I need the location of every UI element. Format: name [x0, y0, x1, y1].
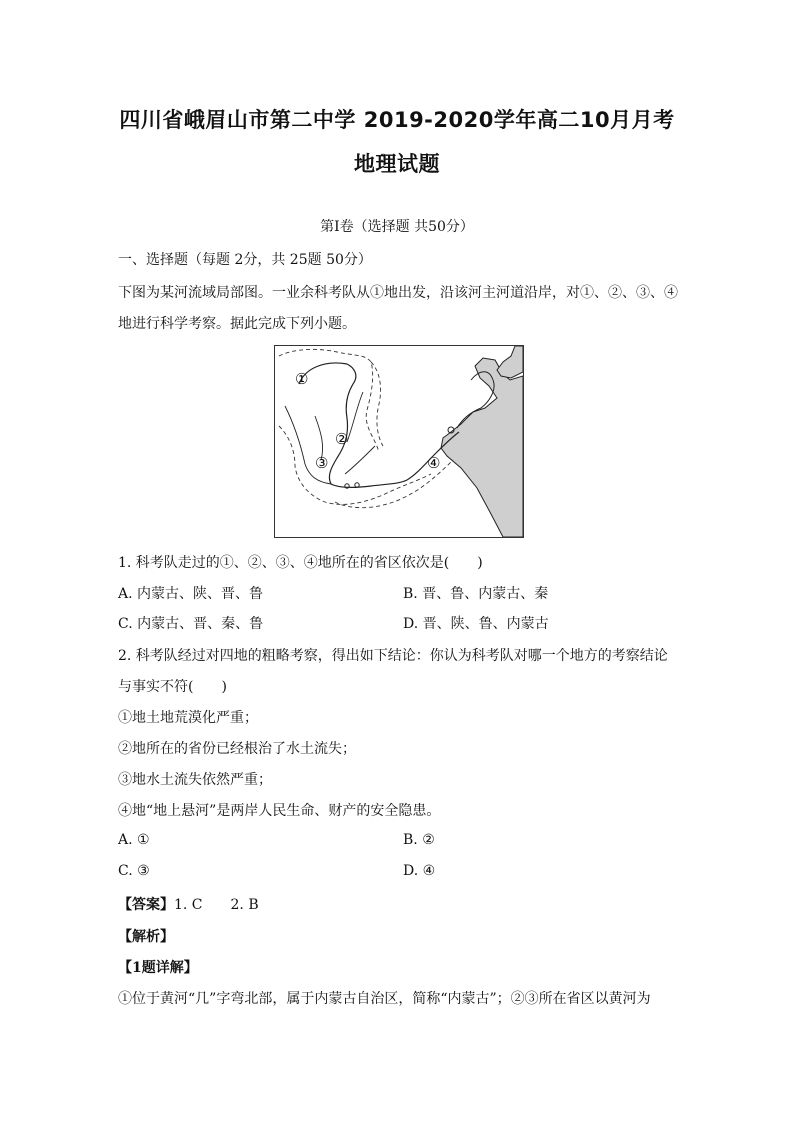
river-basin-map [274, 345, 524, 538]
map-label-3: ③ [315, 454, 329, 472]
answer-text: 1. C 2. B [174, 897, 259, 913]
q2-statement-3: ③地水土流失依然严重； [118, 772, 272, 788]
q2-option-d[interactable]: D. ④ [403, 863, 436, 879]
q2-stem-line1: 2. 科考队经过对四地的粗略考察，得出如下结论：你认为科考队对哪一个地方的考察结论 [118, 648, 668, 664]
peninsula-region [497, 346, 523, 378]
detail-text: ①位于黄河“几”字弯北部，属于内蒙古自治区，简称“内蒙古”；②③所在省区以黄河为 [118, 991, 651, 1007]
q1-option-c[interactable]: C. 内蒙古、晋、秦、鲁 [118, 616, 264, 632]
q2-option-a[interactable]: A. ① [118, 832, 150, 848]
section-title: 第Ⅰ卷（选择题 共50分） [320, 219, 474, 235]
intro-line1: 下图为某河流域局部图。一业余科考队从①地出发，沿该河主河道沿岸，对①、②、③、④ [118, 285, 678, 301]
q2-statement-1: ①地土地荒漠化严重； [118, 710, 258, 726]
map-label-2: ② [335, 430, 349, 448]
part-heading: 一、选择题（每题 2分，共 25题 50分） [118, 252, 372, 268]
answer-label: 【答案】 [118, 897, 174, 913]
document-title-line2: 地理试题 [354, 152, 440, 176]
boundary-1 [279, 349, 379, 452]
city-marker-2 [355, 483, 359, 487]
document-title-line1: 四川省峨眉山市第二中学 2019-2020学年高二10月月考 [119, 108, 675, 132]
q2-statement-2: ②地所在的省份已经根治了水土流失； [118, 741, 356, 757]
map-svg [275, 346, 523, 537]
map-label-1: ① [295, 370, 309, 388]
q1-option-a[interactable]: A. 内蒙古、陕、晋、鲁 [118, 586, 264, 602]
coast-land-region [441, 358, 523, 537]
analysis-label: 【解析】 [118, 929, 174, 945]
answer-line [118, 894, 259, 914]
q2-option-c[interactable]: C. ③ [118, 863, 150, 879]
detail-label: 【1题详解】 [118, 960, 198, 976]
intro-line2: 地进行科学考察。据此完成下列小题。 [118, 316, 356, 332]
q2-stem-line2: 与事实不符( ) [118, 679, 227, 695]
tributary-3 [347, 392, 363, 442]
tributary-1 [285, 406, 331, 484]
q1-stem: 1. 科考队走过的①、②、③、④地所在的省区依次是( ) [118, 555, 483, 571]
tributary-4 [345, 446, 375, 474]
q1-option-b[interactable]: B. 晋、鲁、内蒙古、秦 [403, 586, 549, 602]
q2-statement-4: ④地“地上悬河”是两岸人民生命、财产的安全隐患。 [118, 803, 441, 819]
q2-option-b[interactable]: B. ② [403, 832, 435, 848]
q1-option-d[interactable]: D. 晋、陕、鲁、内蒙古 [403, 616, 549, 632]
map-label-4: ④ [427, 454, 441, 472]
